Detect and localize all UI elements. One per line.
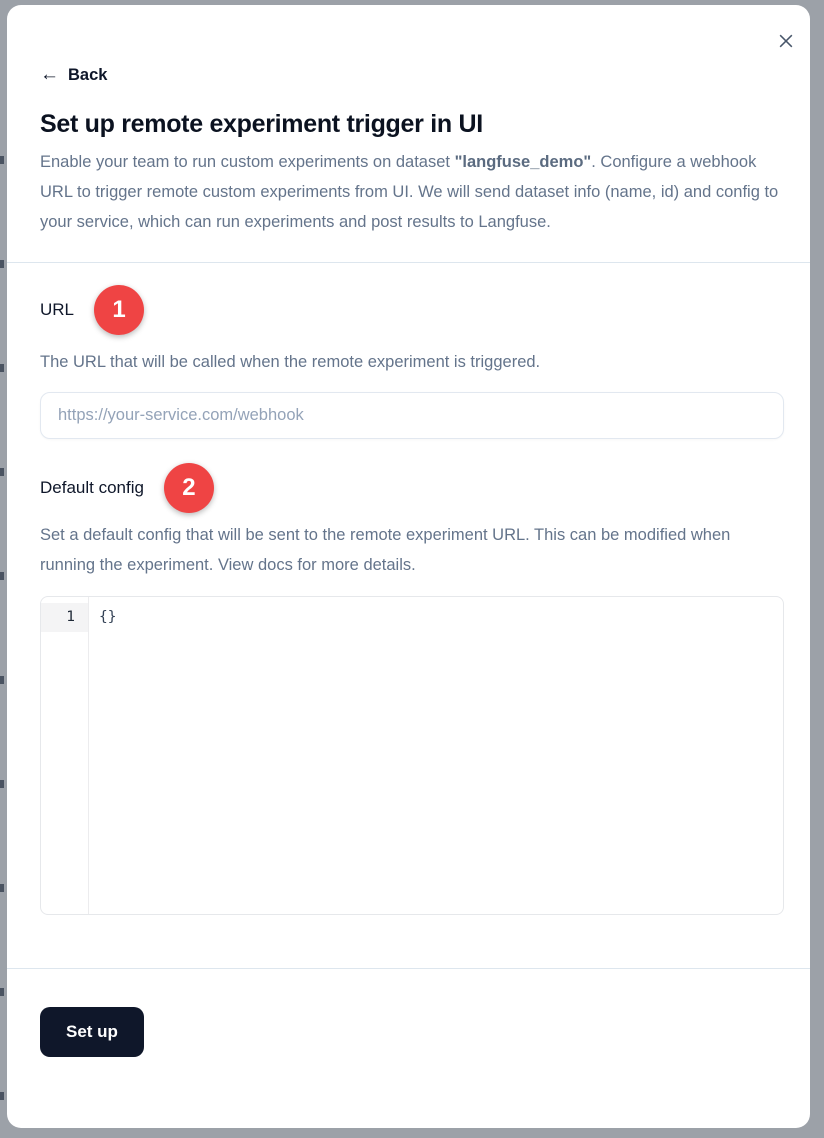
intro-text-after: . Configure a webhook URL to trigger remote custom experiments from UI. We will send dataset info (name, id) and config to your service, which can run experiments and post results to Langfuse. [40, 153, 779, 231]
back-label: Back [68, 66, 108, 84]
setup-remote-experiment-dialog [7, 5, 810, 1128]
config-help-text: Set a default config that will be sent to the remote experiment URL. This can be modified when running the experiment. View docs for more details. [40, 526, 731, 574]
url-section-header [40, 285, 784, 335]
back-button[interactable] [40, 66, 107, 85]
editor-code-area[interactable] [89, 597, 783, 914]
backdrop-page-remnants [0, 60, 4, 1138]
back-arrow-icon: ← [40, 64, 59, 85]
editor-line-number-gutter [41, 597, 89, 914]
default-config-editor[interactable] [40, 596, 784, 915]
code-line-1: {} [99, 609, 117, 625]
step-1-badge: 1 [94, 285, 144, 335]
url-label: URL [40, 300, 75, 319]
divider [7, 262, 810, 263]
step-2-badge: 2 [164, 463, 214, 513]
close-icon [776, 31, 796, 51]
config-section-header [40, 463, 784, 513]
webhook-url-input[interactable] [40, 392, 784, 439]
default-config-label: Default config [40, 478, 144, 497]
set-up-button[interactable]: Set up [40, 1007, 144, 1057]
dialog-title: Set up remote experiment trigger in UI [40, 110, 483, 138]
dataset-name: "langfuse_demo" [454, 153, 592, 171]
intro-text-before: Enable your team to run custom experiments on dataset [40, 153, 455, 171]
close-button[interactable] [768, 23, 804, 59]
line-number: 1 [41, 603, 88, 632]
url-help-text: The URL that will be called when the remote experiment is triggered. [40, 353, 541, 371]
footer-divider [7, 968, 810, 969]
dialog-description [40, 147, 784, 237]
